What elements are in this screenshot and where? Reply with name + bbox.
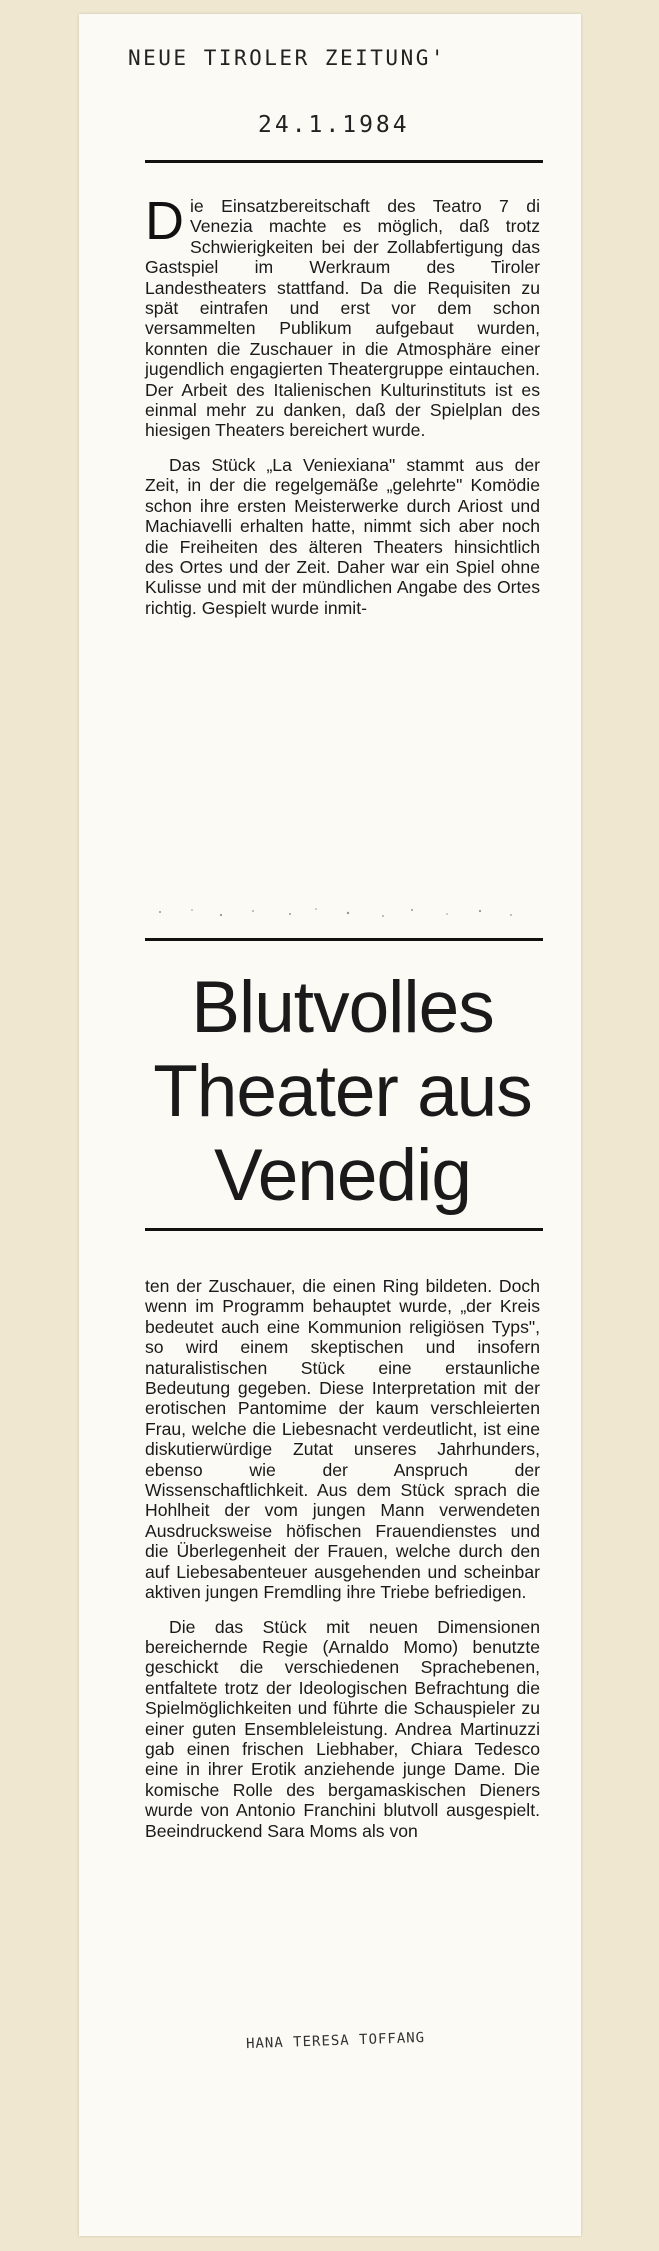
article-column-bottom: [145, 1276, 540, 1841]
paragraph-2: Das Stück „La Veniexiana" stammt aus der Zeit, in der die regelgemäße „gelehrte" Komödie schon ihre ersten Meisterwerke durch Ariost und Machiavelli erhalten hatte, nimmt sich aber noch die Freiheiten des älteren Theaters hinsichtlich des Ortes und der Zeit. Daher war ein Spiel ohne Kulisse und mit der mündlichen Angabe des Ortes richtig. Gespielt wurde inmit-: [145, 454, 540, 618]
headline: [145, 966, 540, 1218]
headline-line-1: Blutvolles: [191, 967, 494, 1048]
paragraph-1-text: ie Einsatzbereitschaft des Teatro 7 di Venezia machte es möglich, daß trotz Schwierigkeiten bei der Zollabfertigung das Gastspiel im Werkraum des Tiroler Landestheaters stattfand. Da die Requisiten zu spät eintrafen und erst vor dem schon versammelten Publikum aufgebaut wurden, konnten die Zuschauer in die Atmosphäre einer jugendlich engagierten Theatergruppe eintauchen. Der Arbeit des Italienischen Kulturinstituts ist es einmal mehr zu danken, daß der Spielplan des hiesigen Theaters bereichert wurde.: [145, 196, 540, 441]
print-speckle-top: [150, 906, 530, 920]
headline-top-rule: [145, 938, 543, 941]
newspaper-source: NEUE TIROLER ZEITUNG': [128, 46, 447, 70]
drop-cap: D: [145, 191, 184, 251]
headline-line-2: Theater aus: [153, 1051, 532, 1132]
handwritten-signature: HANA TERESA TOFFANG: [245, 2029, 426, 2053]
headline-line-3: Venedig: [214, 1135, 471, 1216]
headline-bottom-rule: [145, 1228, 543, 1231]
top-rule: [145, 160, 543, 163]
paragraph-4: Die das Stück mit neuen Dimensionen bereichernde Regie (Arnaldo Momo) benutzte geschickt die verschiedenen Sprachebenen, entfaltete trotz der Ideologischen Befrachtung die Spielmöglichkeiten und führte die Schauspieler zu einer guten Ensembleleistung. Andrea Martinuzzi gab einen frischen Liebhaber, Chiara Tedesco eine in ihrer Erotik anziehende junge Dame. Die komische Rolle des bergamaskischen Dieners wurde von Antonio Franchini blutvoll ausgespielt. Beeindruckend Sara Moms als von: [145, 1616, 540, 1841]
paragraph-3: ten der Zuschauer, die einen Ring bildeten. Doch wenn im Programm behauptet wurde, „der Kreis bedeutet auch eine Kommunion religiösen Typs", so wird einem skeptischen und insofern naturalistischen Stück eine erstaunliche Bedeutung gegeben. Diese Interpretation mit der erotischen Pantomime der kaum verschleierten Frau, welche die Liebesnacht verdeutlicht, ist eine diskutierwürdige Zutat unseres Jahrhunders, ebenso wie der Anspruch der Wissenschaftlichkeit. Aus dem Stück sprach die Hohlheit der vom jungen Mann verwendeten Ausdrucksweise höfischen Frauendienstes und die Überlegenheit der Frauen, welche durch den auf Liebesabenteuer ausgehenden und scheinbar aktiven jungen Fremdling ihre Triebe befriedigen.: [145, 1276, 540, 1603]
article-column-top: [145, 191, 540, 618]
publication-date: 24.1.1984: [258, 112, 410, 138]
paragraph-1: [145, 191, 540, 441]
